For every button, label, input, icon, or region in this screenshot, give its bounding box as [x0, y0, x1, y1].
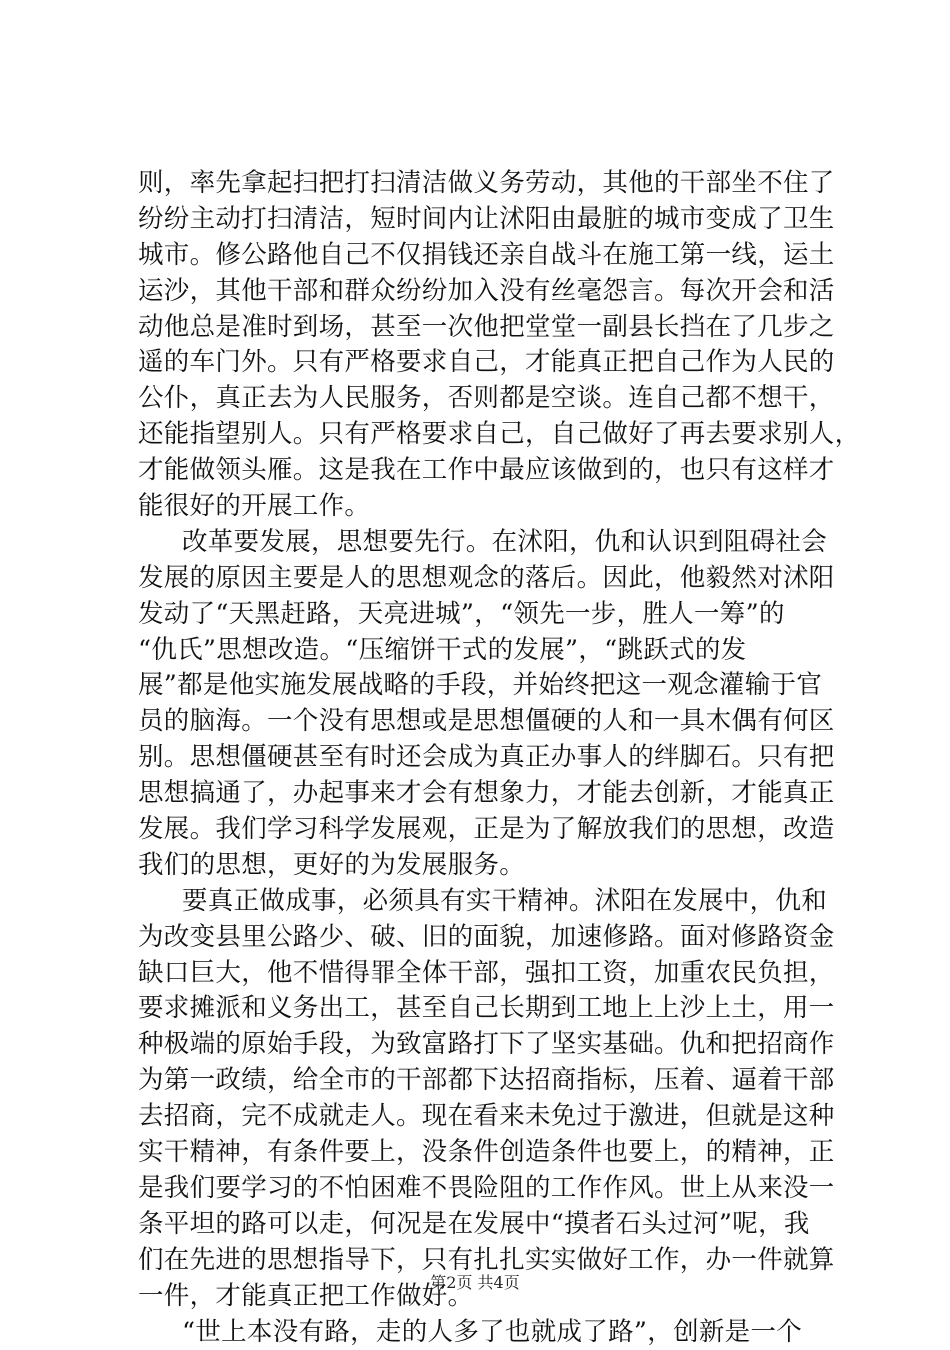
text-line: 是我们要学习的不怕困难不畏险阻的工作作风。世上从来没一	[138, 1171, 828, 1207]
text-line: 还能指望别人。只有严格要求自己，自己做好了再去要求别人，	[138, 417, 828, 453]
text-line: 缺口巨大，他不惜得罪全体干部，强扣工资，加重农民负担，	[138, 956, 828, 992]
text-line: 去招商，完不成就走人。现在看来未免过于激进，但就是这种	[138, 1099, 828, 1135]
text-line: 要真正做成事，必须具有实干精神。沭阳在发展中，仇和	[138, 884, 828, 920]
text-line: 能很好的开展工作。	[138, 489, 828, 525]
text-line: 为第一政绩，给全市的干部都下达招商指标，压着、逼着干部	[138, 1063, 828, 1099]
text-line: 则，率先拿起扫把打扫清洁做义务劳动，其他的干部坐不住了	[138, 166, 828, 202]
text-line: 运沙，其他干部和群众纷纷加入没有丝毫怨言。每次开会和活	[138, 274, 828, 310]
paragraph	[138, 884, 828, 1315]
text-line: 别。思想僵硬甚至有时还会成为真正办事人的绊脚石。只有把	[138, 740, 828, 776]
text-line: “仇氏”思想改造。“压缩饼干式的发展”，“跳跃式的发	[138, 633, 828, 669]
text-line: “世上本没有路，走的人多了也就成了路”，创新是一个	[138, 1315, 828, 1350]
text-line: 条平坦的路可以走，何况是在发展中“摸者石头过河”呢，我	[138, 1207, 828, 1243]
text-line: 展”都是他实施发展战略的手段，并始终把这一观念灌输于官	[138, 668, 828, 704]
text-line: 遥的车门外。只有严格要求自己，才能真正把自己作为人民的	[138, 345, 828, 381]
text-line: 种极端的原始手段，为致富路打下了坚实基础。仇和把招商作	[138, 1027, 828, 1063]
paragraph	[138, 166, 828, 525]
text-line: 发动了“天黑赶路，天亮进城”，“领先一步，胜人一筹”的	[138, 597, 828, 633]
text-line: 员的脑海。一个没有思想或是思想僵硬的人和一具木偶有何区	[138, 704, 828, 740]
text-line: 城市。修公路他自己不仅捐钱还亲自战斗在施工第一线，运土	[138, 238, 828, 274]
text-line: 纷纷主动打扫清洁，短时间内让沭阳由最脏的城市变成了卫生	[138, 202, 828, 238]
paragraph	[138, 1315, 828, 1350]
text-line: 发展的原因主要是人的思想观念的落后。因此，他毅然对沭阳	[138, 561, 828, 597]
text-line: 公仆，真正去为人民服务，否则都是空谈。连自己都不想干，	[138, 381, 828, 417]
text-line: 发展。我们学习科学发展观，正是为了解放我们的思想，改造	[138, 812, 828, 848]
text-line: 一件，才能真正把工作做好。	[138, 1279, 828, 1315]
text-line: 我们的思想，更好的为发展服务。	[138, 848, 828, 884]
document-body	[138, 166, 828, 1350]
paragraph	[138, 525, 828, 884]
text-line: 思想搞通了，办起事来才会有想象力，才能去创新，才能真正	[138, 776, 828, 812]
text-line: 要求摊派和义务出工，甚至自己长期到工地上上沙上土，用一	[138, 991, 828, 1027]
text-line: 为改变县里公路少、破、旧的面貌，加速修路。面对修路资金	[138, 920, 828, 956]
text-line: 实干精神，有条件要上，没条件创造条件也要上，的精神，正	[138, 1135, 828, 1171]
text-line: 改革要发展，思想要先行。在沭阳，仇和认识到阻碍社会	[138, 525, 828, 561]
text-line: 才能做领头雁。这是我在工作中最应该做到的，也只有这样才	[138, 453, 828, 489]
text-line: 动他总是准时到场，甚至一次他把堂堂一副县长挡在了几步之	[138, 310, 828, 346]
page-footer: 第2页 共4页	[0, 1270, 950, 1293]
text-line: 们在先进的思想指导下，只有扎扎实实做好工作，办一件就算	[138, 1243, 828, 1279]
